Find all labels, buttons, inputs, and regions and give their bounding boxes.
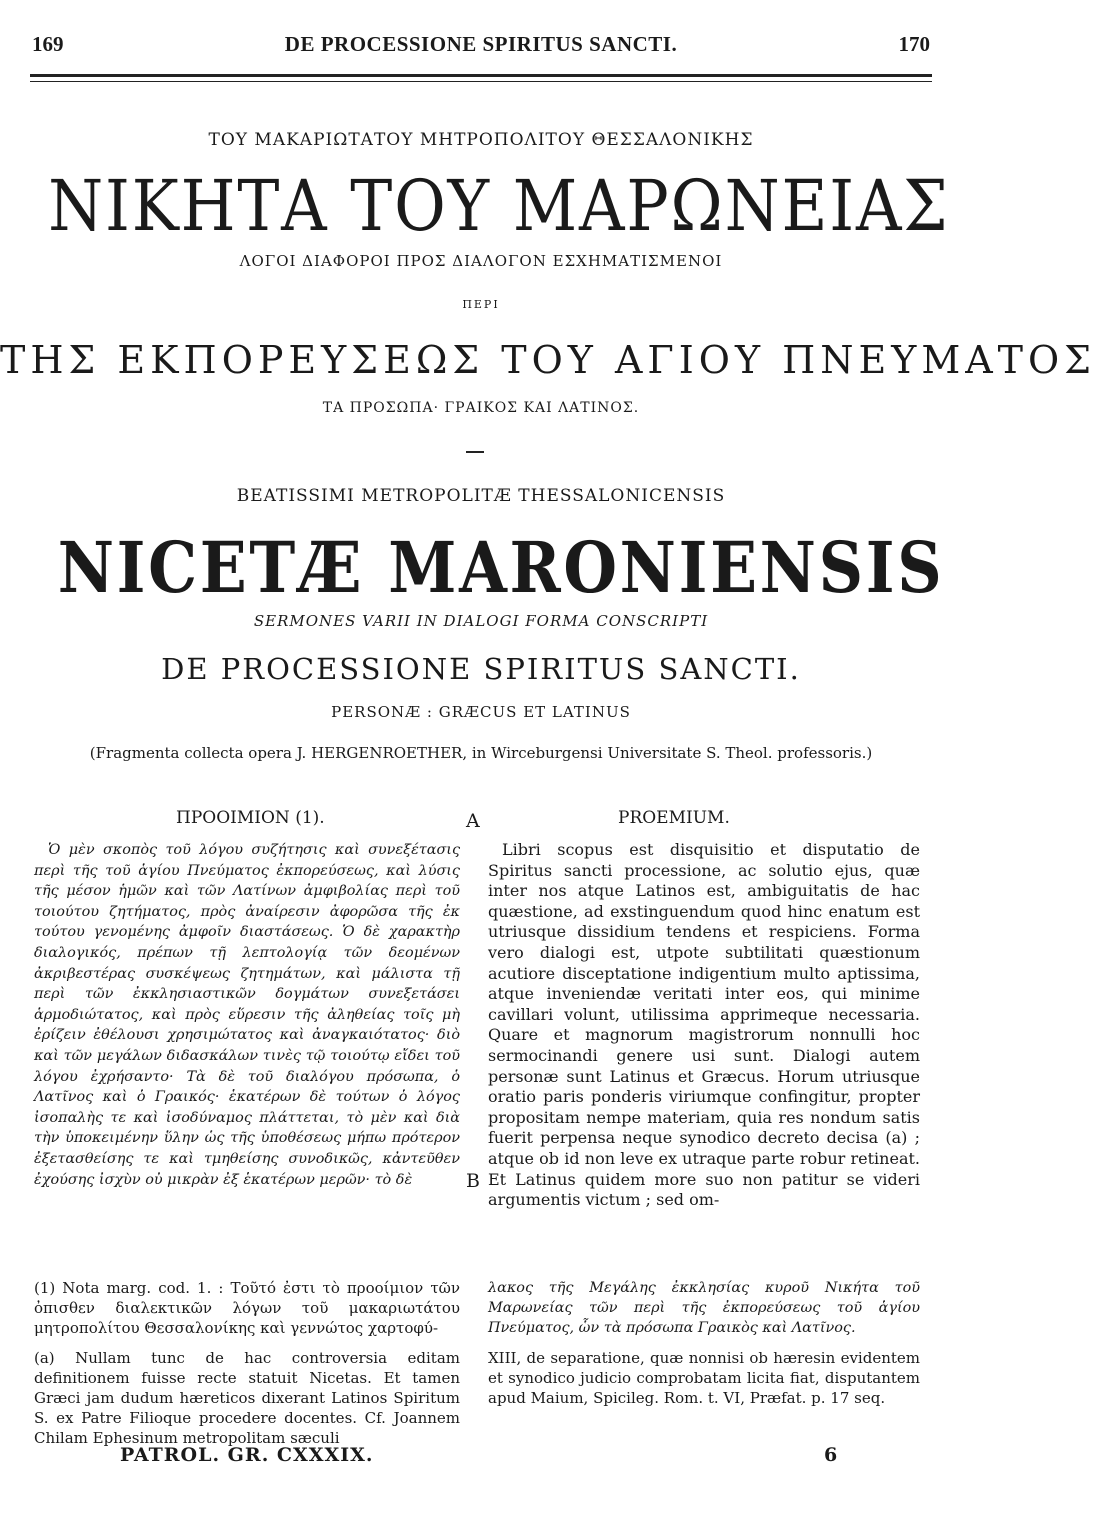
right-column-heading: PROEMIUM. (618, 808, 730, 828)
running-head (32, 32, 930, 62)
header-rule-thin (30, 81, 932, 82)
running-title: DE PROCESSIONE SPIRITUS SANCTI. (284, 32, 678, 56)
latin-column-text (488, 840, 920, 1211)
section-divider (466, 451, 484, 453)
footnote-1-continued: λακος τῆς Μεγάλης ἐκκλησίας κυροῦ Νικήτα τοῦ Μαρωνείας τῶν περὶ τῆς ἐκπορεύσεως τοῦ ἁγίου Πνεύματος, ὧν τὰ πρόσωπα Γραικὸς καὶ Λατῖνος. (488, 1280, 920, 1336)
greek-title-line-1: ΤΟΥ ΜΑΚΑΡΙΩΤΑΤΟΥ ΜΗΤΡΟΠΟΛΙΤΟΥ ΘΕΣΣΑΛΟΝΙΚΗΣ (208, 130, 754, 150)
latin-title-line-1: BEATISSIMI METROPOLITÆ THESSALONICENSIS (236, 486, 726, 506)
patrologia-signature: PATROL. GR. CXXXIX. (120, 1444, 374, 1466)
latin-paragraph: Libri scopus est disquisitio et disputatio de Spiritus sancti processione, ac solutio ejus, quæ inter nos atque Latinos est, ambiguitatis de hac quæstione, ad exstinguendum quod hinc enatum est utriusque dissidium tendens et respiciens. Forma vero dialogi est, utpote subtilitati quæstionum acutiore disceptatione indigentium multo aptissima, atque inveniendæ veritati inter eos, qui minime cavillari volunt, utilissima apprimeque necessaria. Quare et magnorum magistrorum nonnulli hoc sermocinandi genere usi sunt. Dialogi autem personæ sunt Latinus et Græcus. Horum utriusque oratio paris ponderis viriumque confingitur, propter propositam nempe materiam, quia res nondum satis fuerit perpensa neque synodico decreto decisa (a) ; atque ob id non leve ex utraque parte robur retineat. Et Latinus quidem more suo non patitur se videri argumentis victum ; sed om- (488, 840, 920, 1210)
left-column-heading: ΠΡΟΟΙΜΙΟΝ (1). (176, 808, 325, 828)
footnote-a-continued: XIII, de separatione, quæ nonnisi ob hæresin evidentem et synodico judicio comprobatam licita fiat, disputantem apud Maium, Spicileg. Rom. t. VI, Præfat. p. 17 seq. (488, 1349, 920, 1407)
latin-persons-line: PERSONÆ : GRÆCUS ET LATINUS (331, 703, 631, 721)
footnote-a: (a) Nullam tunc de hac controversia editam definitionem fuisse recte statuit Nicetas. Et tamen Græci jam dudum hæreticos dixerant Latinos Spiritum S. ex Patre Filioque procedere docentes. Cf. Joannem Chilam Ephesinum metropolitam sæculi (34, 1349, 460, 1447)
latin-author-name: NICETÆ MARONIENSIS (57, 526, 945, 609)
greek-author-name: ΝΙΚΗΤΑ ΤΟΥ ΜΑΡΩΝΕΙΑΣ (48, 165, 950, 247)
sheet-number: 6 (824, 1444, 838, 1466)
greek-column-text (34, 840, 460, 1190)
greek-persons-line: ΤΑ ΠΡΟΣΩΠΑ· ΓΡΑΙΚΟΣ ΚΑΙ ΛΑΤΙΝΟΣ. (322, 400, 640, 416)
latin-title-line-3: SERMONES VARII IN DIALOGI FORMA CONSCRIPTI (253, 612, 709, 630)
greek-title-line-3: ΛΟΓΟΙ ΔΙΑΦΟΡΟΙ ΠΡΟΣ ΔΙΑΛΟΓΟΝ ΕΣΧΗΜΑΤΙΣΜΕΝΟΙ (239, 252, 723, 270)
page-number-right: 170 (898, 32, 930, 56)
page-number-left: 169 (32, 32, 64, 56)
margin-marker-a: A (466, 810, 480, 832)
header-rule-thick (30, 74, 932, 77)
greek-subject-title: ΤΗΣ ΕΚΠΟΡΕΥΣΕΩΣ ΤΟΥ ΑΓΙΟΥ ΠΝΕΥΜΑΤΟΣ (0, 338, 1096, 382)
margin-marker-b: B (466, 1170, 480, 1192)
latin-subject-title: DE PROCESSIONE SPIRITUS SANCTI. (161, 652, 801, 686)
editor-note: (Fragmenta collecta opera J. HERGENROETHER, in Wirceburgensi Universitate S. Theol. professoris.) (89, 744, 873, 762)
greek-title-line-4: ΠΕΡΙ (462, 298, 500, 311)
greek-paragraph: Ὁ μὲν σκοπὸς τοῦ λόγου συζήτησις καὶ συνεξέτασις περὶ τῆς τοῦ ἁγίου Πνεύματος ἐκπορεύσεως, καὶ λύσις τῆς μέσον ἡμῶν καὶ τῶν Λατίνων ἀμφιβολίας περὶ τοῦ τοιούτου ζητήματος, πρὸς ἀναίρεσιν ἀφορῶσα τῆς ἐκ τούτου γενομένης ἀμφοῖν διαστάσεως. Ὁ δὲ χαρακτὴρ διαλογικός, πρέπων τῇ λεπτολογίᾳ τῶν δεομένων ἀκριβεστέρας συσκέψεως ζητημάτων, καὶ μάλιστα τῇ περὶ τῶν ἐκκλησιαστικῶν δογμάτων συνεξετάσει ἁρμοδιώτατος, καὶ πρὸς εὕρεσιν τῆς ἀληθείας τοῖς μὴ ἐρίζειν ἐθέλουσι χρησιμώτατος καὶ ἀναγκαιότατος· διὸ καὶ τῶν μεγάλων διδασκάλων τινὲς τῷ τοιούτῳ εἴδει τοῦ λόγου ἐχρήσαντο· Τὰ δὲ τοῦ διαλόγου πρόσωπα, ὁ Λατῖνος καὶ ὁ Γραικός· ἑκατέρων δὲ τούτων ὁ λόγος ἰσοπαλὴς τε καὶ ἰσοδύναμος πλάττεται, τὸ μὲν καὶ διὰ τὴν ὑποκειμένην ὕλην ὡς τῆς ὑποθέσεως μήπω πρότερον ἐξετασθείσης τε καὶ τμηθείσης συνοδικῶς, κἀντεῦθεν ἐχούσης ἰσχὺν οὐ μικρὰν ἐξ ἑκατέρων μερῶν· τὸ δὲ (34, 842, 460, 1188)
footnote-1: (1) Nota marg. cod. 1. : Τοῦτό ἐστι τὸ προοίμιον τῶν ὀπισθεν διαλεκτικῶν λόγων τοῦ μακαριωτάτου μητροπολίτου Θεσσαλονίκης καὶ γεννώτος χαρτοφύ- (34, 1279, 460, 1337)
